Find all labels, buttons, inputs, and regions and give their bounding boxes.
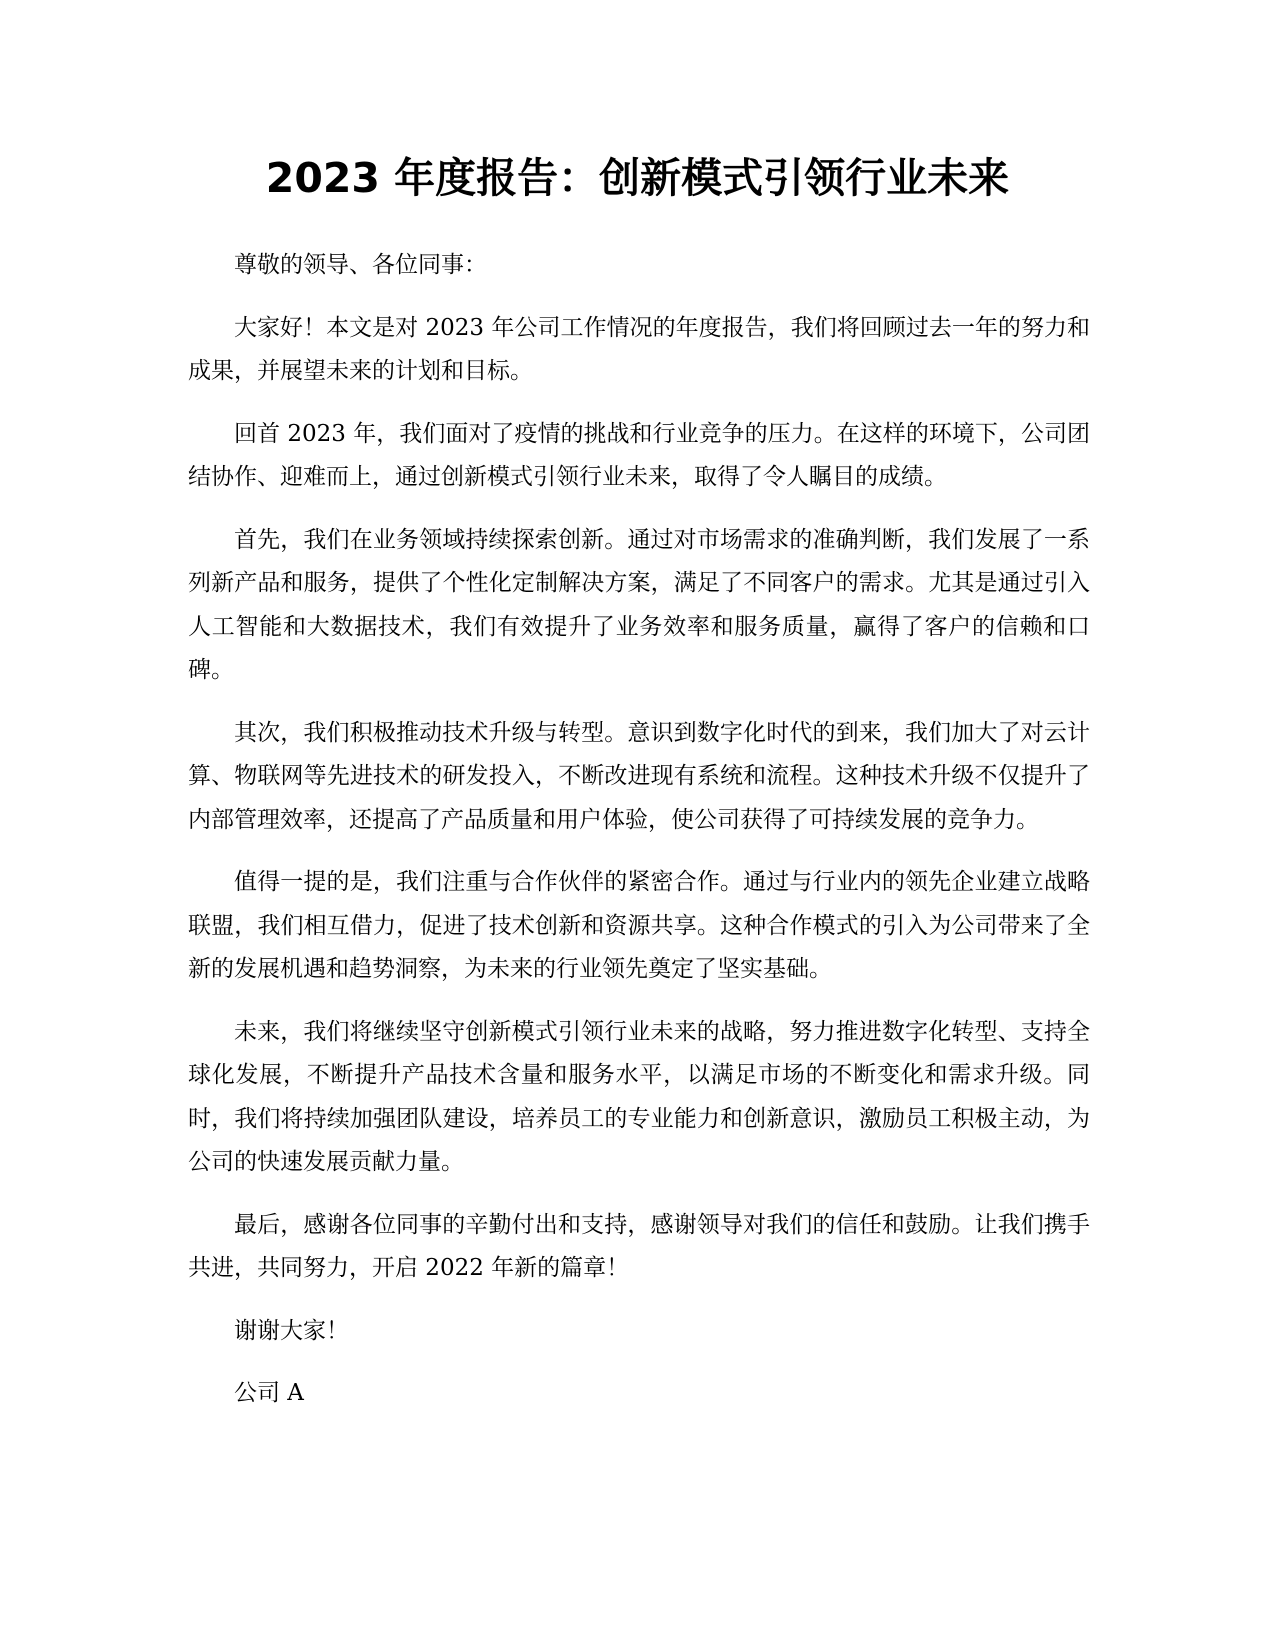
signature-company: 公司 A [234, 1380, 304, 1406]
document-body [188, 244, 1090, 1435]
paragraph-business-innovation: 首先，我们在业务领域持续探索创新。通过对市场需求的准确判断，我们发展了一系列新产品和服务，提供了个性化定制解决方案，满足了不同客户的需求。尤其是通过引入人工智能和大数据技术，我们有效提升了业务效率和服务质量，赢得了客户的信赖和口碑。 [188, 526, 1090, 683]
document-title: 2023 年度报告：创新模式引领行业未来 [265, 154, 1010, 202]
paragraph-closing: 最后，感谢各位同事的辛勤付出和支持，感谢领导对我们的信任和鼓励。让我们携手共进，共同努力，开启 2022 年新的篇章！ [188, 1211, 1090, 1281]
paragraph-partnership: 值得一提的是，我们注重与合作伙伴的紧密合作。通过与行业内的领先企业建立战略联盟，我们相互借力，促进了技术创新和资源共享。这种合作模式的引入为公司带来了全新的发展机遇和趋势洞察，为未来的行业领先奠定了坚实基础。 [188, 869, 1090, 982]
paragraph-intro: 大家好！本文是对 2023 年公司工作情况的年度报告，我们将回顾过去一年的努力和成果，并展望未来的计划和目标。 [188, 314, 1090, 384]
salutation: 尊敬的领导、各位同事： [234, 252, 487, 278]
paragraph-future: 未来，我们将继续坚守创新模式引领行业未来的战略，努力推进数字化转型、支持全球化发展，不断提升产品技术含量和服务水平，以满足市场的不断变化和需求升级。同时，我们将持续加强团队建设，培养员工的专业能力和创新意识，激励员工积极主动，为公司的快速发展贡献力量。 [188, 1018, 1090, 1175]
thanks-line: 谢谢大家！ [234, 1317, 349, 1344]
paragraph-tech-upgrade: 其次，我们积极推动技术升级与转型。意识到数字化时代的到来，我们加大了对云计算、物联网等先进技术的研发投入，不断改进现有系统和流程。这种技术升级不仅提升了内部管理效率，还提高了产品质量和用户体验，使公司获得了可持续发展的竞争力。 [188, 719, 1090, 833]
paragraph-review: 回首 2023 年，我们面对了疫情的挑战和行业竞争的压力。在这样的环境下，公司团结协作、迎难而上，通过创新模式引领行业未来，取得了令人瞩目的成绩。 [188, 420, 1090, 490]
